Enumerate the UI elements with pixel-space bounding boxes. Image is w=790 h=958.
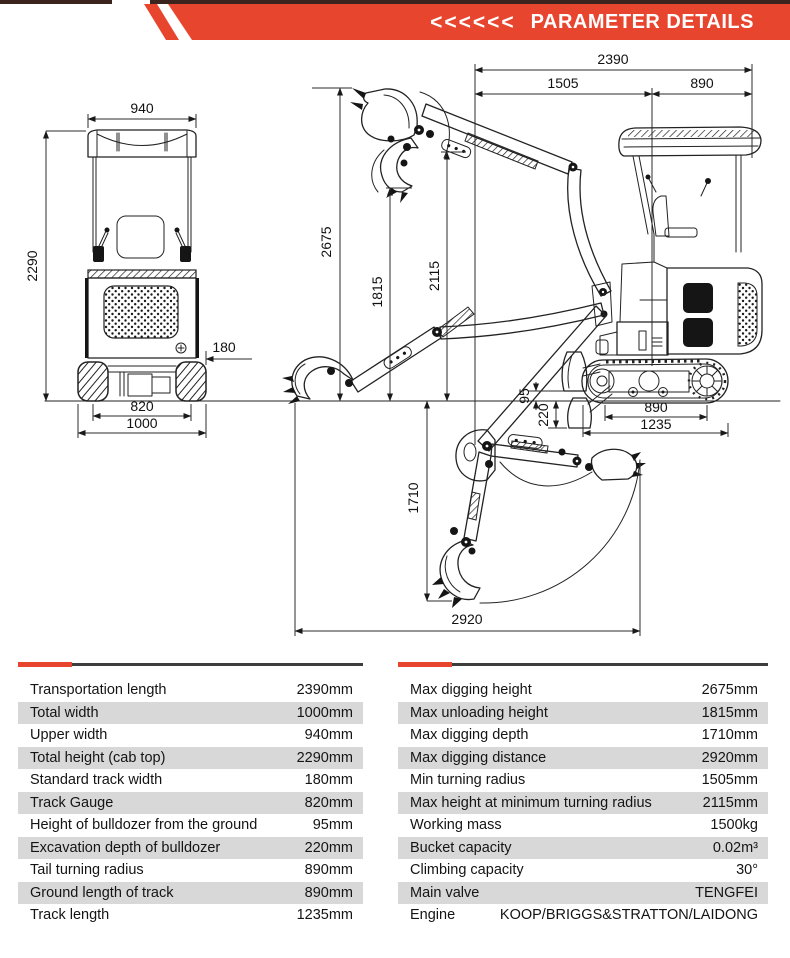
spec-label: Standard track width — [30, 772, 163, 789]
spec-label: Total height (cab top) — [30, 749, 166, 766]
spec-row — [18, 814, 363, 837]
front-left-track — [78, 362, 108, 401]
spec-value: 940mm — [304, 727, 353, 744]
arm-deep-dig — [432, 306, 646, 608]
spec-value: 220mm — [304, 839, 353, 856]
spec-row — [18, 837, 363, 860]
dim-dig-distance: 2920 — [451, 611, 483, 627]
spec-row — [18, 679, 363, 702]
dim-front-track-gauge: 820 — [130, 398, 154, 414]
table-rule-accent — [398, 662, 452, 667]
spec-row — [398, 882, 768, 905]
spec-value: 1500kg — [710, 817, 758, 834]
arm-raised — [350, 88, 611, 296]
spec-row — [18, 747, 363, 770]
spec-label: Height of bulldozer from the ground — [30, 817, 258, 834]
spec-value: 2675mm — [701, 682, 758, 699]
spec-label: Total width — [30, 704, 99, 721]
dim-max-dig-height: 2675 — [318, 226, 334, 258]
dim-height-min-radius: 2115 — [426, 260, 442, 292]
table-rule-accent — [18, 662, 72, 667]
spec-row — [18, 724, 363, 747]
front-view-dimensions — [24, 100, 252, 438]
spec-value: 2920mm — [701, 749, 758, 766]
spec-row — [398, 747, 768, 770]
dim-track-length: 1235 — [640, 416, 672, 432]
spec-value: 2115mm — [702, 794, 758, 811]
dim-side-front-length: 1505 — [547, 75, 579, 91]
spec-row — [398, 904, 768, 927]
spec-label: Tail turning radius — [30, 862, 144, 879]
spec-table-right — [398, 663, 768, 927]
spec-table-left — [18, 663, 363, 927]
page-title: PARAMETER DETAILS — [530, 11, 754, 33]
dig-envelope-arc — [480, 460, 640, 603]
spec-label: Max unloading height — [410, 704, 548, 721]
dim-max-unload-height: 1815 — [369, 276, 385, 308]
dim-side-total-length: 2390 — [597, 51, 629, 67]
spec-value: 890mm — [304, 884, 353, 901]
spec-label: Min turning radius — [410, 772, 526, 789]
spec-value: 1710mm — [701, 727, 758, 744]
spec-value: 1000mm — [296, 704, 353, 721]
spec-label: Max digging depth — [410, 727, 529, 744]
spec-row — [398, 769, 768, 792]
arm-ground-reach — [282, 303, 604, 404]
dim-track-ground-length: 890 — [644, 399, 668, 415]
spec-row — [18, 859, 363, 882]
dim-front-total-width: 1000 — [126, 415, 158, 431]
spec-value: 95mm — [312, 817, 353, 834]
spec-label: Upper width — [30, 727, 108, 744]
engine-grille — [104, 286, 178, 338]
spec-label: Bucket capacity — [410, 839, 512, 856]
spec-label: Track Gauge — [30, 794, 114, 811]
front-right-track — [176, 362, 206, 401]
spec-row — [398, 724, 768, 747]
dim-blade-height: 95 — [516, 388, 532, 404]
spec-label: Track length — [30, 907, 110, 924]
spec-label: Working mass — [410, 817, 502, 834]
spec-row — [18, 702, 363, 725]
spec-row — [398, 702, 768, 725]
spec-row — [18, 792, 363, 815]
spec-value: 1235mm — [296, 907, 353, 924]
spec-value: 0.02m³ — [712, 839, 758, 856]
spec-label: Max digging distance — [410, 749, 547, 766]
spec-label: Climbing capacity — [410, 862, 524, 879]
spec-value: TENGFEI — [695, 884, 758, 901]
spec-value: 820mm — [304, 794, 353, 811]
dim-dig-depth: 1710 — [405, 482, 421, 514]
spec-row — [398, 859, 768, 882]
dim-front-top-width: 940 — [130, 100, 154, 116]
dim-front-total-height: 2290 — [24, 250, 40, 282]
spec-value: 2390mm — [296, 682, 353, 699]
spec-value: 1505mm — [701, 772, 758, 789]
spec-value: 890mm — [304, 862, 353, 879]
spec-label: Main valve — [410, 884, 480, 901]
spec-row — [398, 837, 768, 860]
spec-label: Engine — [410, 907, 456, 924]
spec-label: Max digging height — [410, 682, 532, 699]
dim-front-track-width: 180 — [212, 339, 236, 355]
spec-label: Ground length of track — [30, 884, 174, 901]
spec-label: Transportation length — [30, 682, 167, 699]
spec-value: 1815mm — [701, 704, 758, 721]
table-rule — [18, 663, 363, 666]
spec-row — [398, 679, 768, 702]
header-chevrons-icon: <<<<<< — [430, 10, 516, 34]
dim-side-rear-length: 890 — [690, 75, 714, 91]
spec-value: 180mm — [304, 772, 353, 789]
spec-row — [398, 792, 768, 815]
dim-blade-depth: 220 — [535, 403, 551, 427]
spec-value: 2290mm — [296, 749, 353, 766]
spec-label: Max height at minimum turning radius — [410, 794, 652, 811]
spec-value: KOOP/BRIGGS&STRATTON/LAIDONG — [499, 907, 758, 924]
spec-row — [18, 769, 363, 792]
spec-row — [18, 882, 363, 905]
spec-row — [18, 904, 363, 927]
table-rule — [398, 663, 768, 666]
side-view — [282, 64, 762, 608]
spec-row — [398, 814, 768, 837]
front-view — [78, 130, 206, 401]
spec-value: 30° — [736, 862, 758, 879]
spec-label: Excavation depth of bulldozer — [30, 839, 221, 856]
